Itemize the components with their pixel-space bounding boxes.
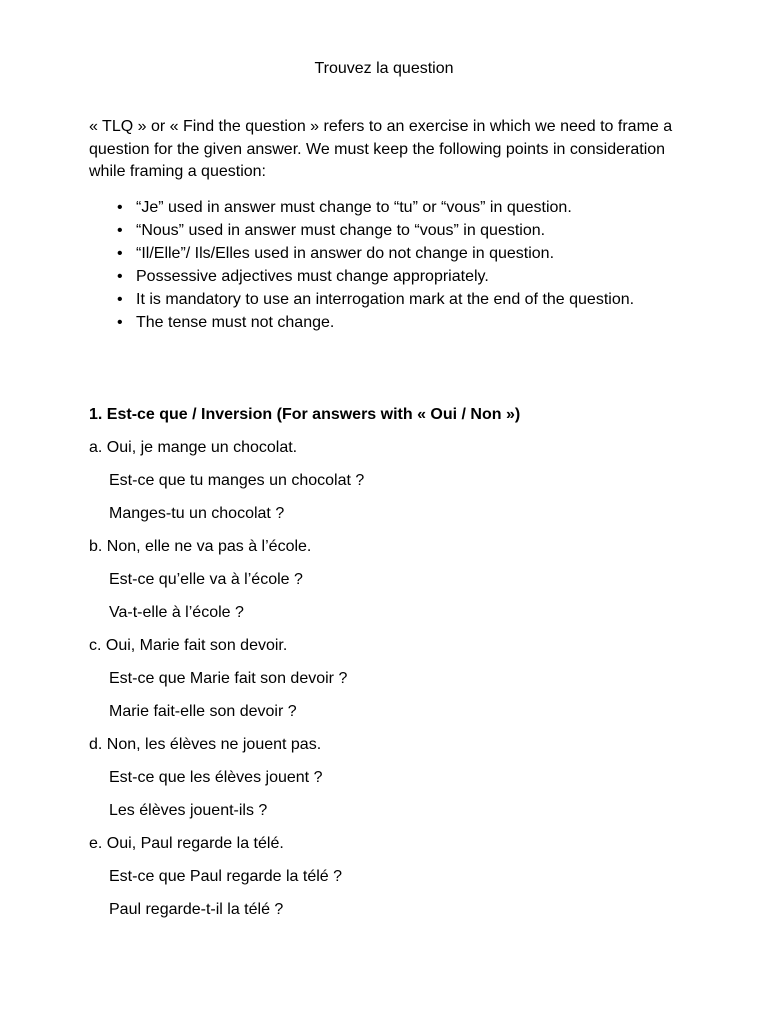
inversion-question: Les élèves jouent-ils ?	[109, 802, 268, 819]
answer-text: d. Non, les élèves ne jouent pas.	[89, 736, 322, 753]
exercise-item-c	[89, 635, 689, 734]
intro-paragraph: « TLQ » or « Find the question » refers to an exercise in which we need to frame a question for the given answer. We must keep the following points in consideration while framing a question:	[89, 118, 673, 180]
exercise-item-a	[89, 437, 689, 536]
est-ce-que-question: Est-ce qu’elle va à l’école ?	[109, 571, 303, 588]
rule-item: • “Il/Elle”/ Ils/Elles used in answer do not change in question.	[89, 242, 649, 265]
answer-text: a. Oui, je mange un chocolat.	[89, 439, 298, 456]
answer-text: c. Oui, Marie fait son devoir.	[89, 637, 288, 654]
exercise-item-d	[89, 734, 689, 833]
inversion-question: Paul regarde-t-il la télé ?	[109, 901, 284, 918]
inversion-question: Manges-tu un chocolat ?	[109, 505, 285, 522]
exercise-item-e	[89, 833, 689, 932]
section-heading: 1. Est-ce que / Inversion (For answers with « Oui / Non »)	[89, 406, 521, 423]
est-ce-que-question: Est-ce que tu manges un chocolat ?	[109, 472, 365, 489]
est-ce-que-question: Est-ce que Paul regarde la télé ?	[109, 868, 343, 885]
est-ce-que-question: Est-ce que les élèves jouent ?	[109, 769, 323, 786]
inversion-question: Marie fait-elle son devoir ?	[109, 703, 297, 720]
rule-item: • Possessive adjectives must change appropriately.	[89, 265, 649, 288]
rule-item: • “Nous” used in answer must change to “vous” in question.	[89, 219, 649, 242]
answer-text: e. Oui, Paul regarde la télé.	[89, 835, 284, 852]
rule-item: • The tense must not change.	[89, 311, 649, 334]
est-ce-que-question: Est-ce que Marie fait son devoir ?	[109, 670, 348, 687]
rule-item: • It is mandatory to use an interrogation mark at the end of the question.	[89, 288, 649, 311]
rules-list	[89, 196, 649, 334]
exercise-item-b	[89, 536, 689, 635]
page-title: Trouvez la question	[314, 60, 454, 77]
exercise-list	[89, 437, 689, 932]
answer-text: b. Non, elle ne va pas à l’école.	[89, 538, 312, 555]
rule-item: • “Je” used in answer must change to “tu” or “vous” in question.	[89, 196, 649, 219]
inversion-question: Va-t-elle à l’école ?	[109, 604, 244, 621]
